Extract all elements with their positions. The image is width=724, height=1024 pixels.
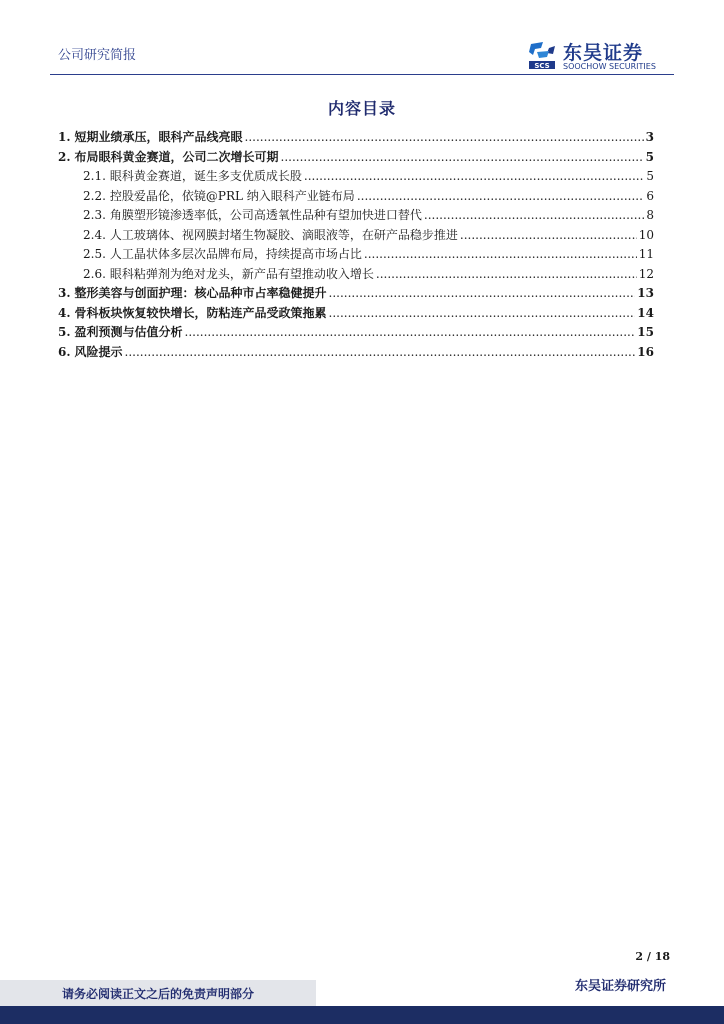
- toc-leader-dots: [364, 245, 637, 265]
- toc-entry-title: 短期业绩承压，眼科产品线亮眼: [74, 130, 243, 144]
- toc-entry[interactable]: [58, 343, 654, 363]
- toc-entry-title: 控股爱晶伦，依镜@PRL 纳入眼科产业链布局: [109, 188, 355, 203]
- toc-entry-title: 眼科黄金赛道，诞生多支优质成长股: [109, 169, 302, 183]
- toc-entry-page: 14: [637, 305, 654, 320]
- toc-entry[interactable]: [58, 323, 654, 343]
- logo-mark-text: SCS: [534, 62, 550, 70]
- toc-entry-page: 6: [646, 188, 654, 203]
- toc-entry-number: 2.4.: [83, 227, 106, 242]
- toc-entry-number: 6.: [58, 344, 71, 359]
- toc-entry[interactable]: [58, 128, 654, 148]
- toc-entry-page: 3: [645, 130, 654, 144]
- toc-entry-page: 5: [645, 149, 654, 164]
- toc-leader-dots: [357, 187, 645, 207]
- page-number: 2 / 18: [635, 950, 670, 963]
- toc-entry-number: 3.: [58, 286, 71, 300]
- footer-bar: [0, 1006, 724, 1024]
- toc-entry-page: 12: [638, 266, 654, 281]
- toc-entry[interactable]: [58, 148, 654, 168]
- disclaimer-text: 请务必阅读正文之后的免责声明部分: [62, 987, 255, 1001]
- toc-entry-page: 13: [637, 286, 654, 300]
- toc-entry-number: 5.: [58, 325, 71, 339]
- toc-entry-page: 16: [637, 344, 654, 359]
- toc-entry-page: 15: [637, 325, 654, 339]
- toc-entry-title: 骨科板块恢复较快增长，防粘连产品受政策拖累: [74, 305, 327, 320]
- toc-leader-dots: [185, 323, 636, 343]
- toc-entry-number: 4.: [58, 305, 71, 320]
- institute-name: 东吴证券研究所: [574, 979, 666, 994]
- toc-entry-title: 整形美容与创面护理：核心品种市占率稳健提升: [74, 286, 327, 300]
- logo-english-name: SOOCHOW SECURITIES: [563, 62, 656, 71]
- toc-entry-number: 2.5.: [83, 247, 106, 261]
- toc-leader-dots: [460, 226, 637, 246]
- logo-mark-icon: [527, 40, 559, 70]
- toc-entry-title: 布局眼科黄金赛道，公司二次增长可期: [74, 149, 279, 164]
- soochow-securities-logo: [527, 40, 677, 74]
- toc-entry[interactable]: [58, 245, 654, 265]
- toc-entry[interactable]: [58, 226, 654, 246]
- toc-entry-title: 风险提示: [74, 344, 123, 359]
- toc-entry-page: 5: [646, 169, 654, 183]
- toc-entry-page: 10: [638, 227, 654, 242]
- toc-entry-title: 盈利预测与估值分析: [74, 325, 183, 339]
- toc-entry-number: 2.1.: [83, 169, 106, 183]
- toc-entry-number: 2.3.: [83, 208, 106, 222]
- toc-entry[interactable]: [58, 206, 654, 226]
- toc-title: 内容目录: [327, 99, 396, 118]
- toc-entry-number: 1.: [58, 130, 71, 144]
- toc-entry-title: 人工晶状体多层次品牌布局，持续提高市场占比: [109, 247, 362, 261]
- toc-leader-dots: [125, 343, 636, 363]
- toc-leader-dots: [281, 148, 644, 168]
- toc-entry-title: 眼科粘弹剂为绝对龙头，新产品有望推动收入增长: [109, 266, 374, 281]
- toc-entry-title: 人工玻璃体、视网膜封堵生物凝胶、滴眼液等，在研产品稳步推进: [109, 227, 458, 242]
- toc-leader-dots: [245, 128, 644, 148]
- toc-leader-dots: [329, 284, 636, 304]
- logo-chinese-name: 东吴证券: [563, 42, 644, 64]
- table-of-contents: [58, 128, 654, 362]
- toc-entry-page: 11: [638, 247, 654, 261]
- toc-entry[interactable]: [58, 284, 654, 304]
- toc-entry[interactable]: [58, 265, 654, 285]
- toc-entry[interactable]: [58, 304, 654, 324]
- toc-leader-dots: [304, 167, 644, 187]
- toc-entry-number: 2.6.: [83, 266, 106, 281]
- toc-leader-dots: [329, 304, 636, 324]
- toc-leader-dots: [424, 206, 644, 226]
- toc-entry[interactable]: [58, 167, 654, 187]
- toc-entry-page: 8: [646, 208, 654, 222]
- toc-entry-number: 2.: [58, 149, 71, 164]
- toc-entry-title: 角膜塑形镜渗透率低，公司高透氧性品种有望加快进口替代: [109, 208, 422, 222]
- toc-entry-number: 2.2.: [83, 188, 106, 203]
- toc-leader-dots: [376, 265, 637, 285]
- header-divider: [50, 74, 674, 75]
- toc-entry[interactable]: [58, 187, 654, 207]
- report-type-label: 公司研究简报: [58, 48, 137, 63]
